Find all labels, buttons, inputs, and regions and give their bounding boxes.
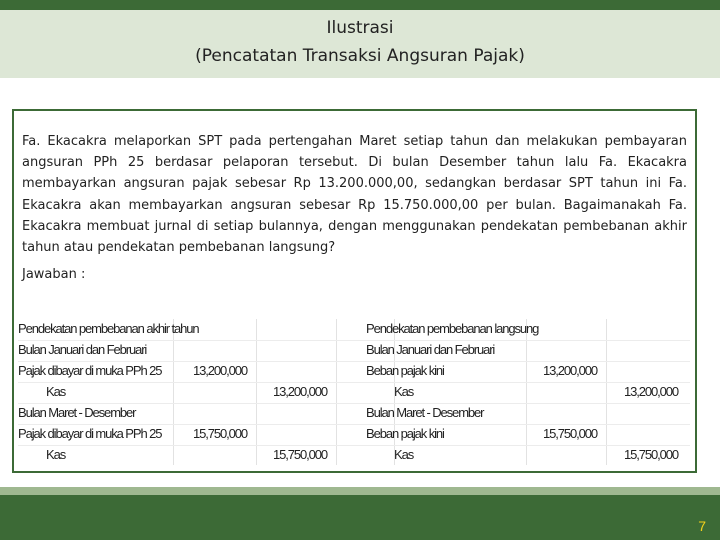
left-debit2-account: Pajak dibayar di muka PPh 25	[18, 426, 162, 441]
answer-label: Jawaban :	[22, 267, 86, 282]
table-gridline	[18, 424, 690, 425]
left-debit2-amount: 15,750,000	[193, 426, 248, 441]
left-heading: Pendekatan pembebanan akhir tahun	[18, 321, 199, 336]
table-gridline	[18, 403, 690, 404]
table-gridline	[18, 382, 690, 383]
right-credit2-account: Kas	[394, 447, 414, 462]
slide-title: Ilustrasi	[326, 18, 394, 38]
left-credit1-account: Kas	[46, 384, 66, 399]
left-debit1-account: Pajak dibayar di muka PPh 25	[18, 363, 162, 378]
content-frame	[12, 109, 697, 473]
table-gridline	[18, 340, 690, 341]
right-credit1-amount: 13,200,000	[624, 384, 679, 399]
journal-table	[18, 319, 690, 465]
left-credit2-account: Kas	[46, 447, 66, 462]
page-number: 7	[698, 518, 706, 534]
top-bar	[0, 0, 720, 10]
title-band	[0, 10, 720, 78]
slide-subtitle: (Pencatatan Transaksi Angsuran Pajak)	[195, 46, 525, 66]
left-period1: Bulan Januari dan Februari	[18, 342, 147, 357]
table-gridline	[18, 361, 690, 362]
right-period1: Bulan Januari dan Februari	[366, 342, 495, 357]
bottom-bar	[0, 487, 720, 540]
right-debit1-account: Beban pajak kini	[366, 363, 444, 378]
left-credit1-amount: 13,200,000	[273, 384, 328, 399]
left-credit2-amount: 15,750,000	[273, 447, 328, 462]
right-credit1-account: Kas	[394, 384, 414, 399]
right-debit1-amount: 13,200,000	[543, 363, 598, 378]
bottom-accent-stripe	[0, 487, 720, 495]
left-debit1-amount: 13,200,000	[193, 363, 248, 378]
right-period2: Bulan Maret - Desember	[366, 405, 484, 420]
problem-paragraph: Fa. Ekacakra melaporkan SPT pada pertengahan Maret setiap tahun dan melakukan pembayaran angsuran PPh 25 berdasar pelaporan tersebut. Di bulan Desember tahun lalu Fa. Ekacakra membayarkan angsuran pajak sebesar Rp 13.200.000,00, sedangkan berdasar SPT tahun ini Fa. Ekacakra akan membayarkan angsuran sebesar Rp 15.750.000,00 per bulan. Bagaimanakah Fa. Ekacakra membuat jurnal di setiap bulannya, dengan menggunakan pendekatan pembebanan akhir tahun atau pendekatan pembebanan langsung?	[22, 134, 687, 256]
right-debit2-amount: 15,750,000	[543, 426, 598, 441]
right-credit2-amount: 15,750,000	[624, 447, 679, 462]
right-debit2-account: Beban pajak kini	[366, 426, 444, 441]
right-heading: Pendekatan pembebanan langsung	[366, 321, 539, 336]
left-period2: Bulan Maret - Desember	[18, 405, 136, 420]
table-gridline	[18, 445, 690, 446]
